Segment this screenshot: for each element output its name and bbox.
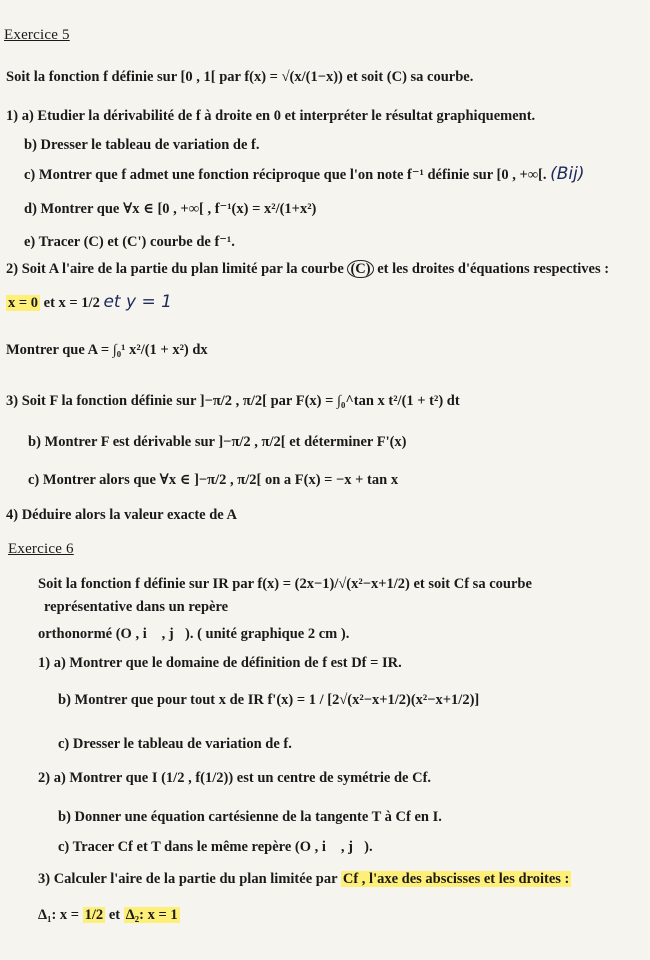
exercise-6-title: Exercice 6	[8, 541, 74, 557]
delta1-label: Δ₁: x =	[38, 907, 80, 923]
exercise-5-title: Exercice 5	[4, 27, 70, 43]
ex5-q4: 4) Déduire alors la valeur exacte de A	[6, 507, 238, 523]
ex5-q3b: b) Montrer F est dérivable sur ]−π/2 , π/2[ et déterminer F'(x)	[28, 434, 407, 450]
highlight-one-half: 1/2	[84, 907, 104, 923]
ex5-q2-text-b: et les droites d'équations respectives :	[377, 261, 610, 277]
ex6-q1a: 1) a) Montrer que le domaine de définition de f est Df = IR.	[38, 655, 402, 671]
ex6-q1b: b) Montrer que pour tout x de IR f'(x) = 1 / [2√(x²−x+1/2)(x²−x+1/2)]	[58, 692, 480, 708]
ex5-q3: 3) Soit F la fonction définie sur ]−π/2 , π/2[ par F(x) = ∫₀^tan x t²/(1 + t²) dt	[6, 393, 460, 409]
ex6-and: et	[108, 907, 121, 923]
ex6-q2b: b) Donner une équation cartésienne de la tangente T à Cf en I.	[58, 809, 442, 825]
ex6-statement-3: orthonormé (O , i⃗ , j⃗). ( unité graphique 2 cm ).	[38, 626, 350, 642]
handwritten-y1-note: et y = 1	[103, 292, 172, 312]
ex5-q2-lines	[6, 292, 172, 313]
ex6-statement-2: représentative dans un repère	[44, 599, 229, 615]
circled-curve-label: (C)	[347, 260, 373, 278]
ex5-q2-text-a: 2) Soit A l'aire de la partie du plan limité par la courbe	[6, 261, 344, 277]
ex5-integral-A: Montrer que A = ∫₀¹ x²/(1 + x²) dx	[6, 342, 208, 358]
ex6-statement: Soit la fonction f définie sur IR par f(x) = (2x−1)/√(x²−x+1/2) et soit Cf sa courbe	[38, 576, 532, 592]
ex5-q1a: 1) a) Etudier la dérivabilité de f à droite en 0 et interpréter le résultat graphiquement.	[6, 108, 536, 124]
ex6-q3	[38, 869, 571, 889]
ex5-q1c-text: c) Montrer que f admet une fonction réciproque que l'on note f⁻¹ définie sur [0 , +∞[.	[24, 167, 547, 183]
highlight-delta2: Δ₂: x = 1	[125, 907, 178, 923]
ex5-q2	[6, 259, 609, 279]
ex5-q1b: b) Dresser le tableau de variation de f.	[24, 137, 260, 153]
ex5-q1c	[24, 164, 585, 185]
ex6-q3-lines	[38, 905, 180, 925]
highlight-axis-text: Cf , l'axe des abscisses et les droites :	[342, 871, 570, 887]
ex6-q2a: 2) a) Montrer que I (1/2 , f(1/2)) est un centre de symétrie de Cf.	[38, 770, 432, 786]
handwritten-bij-note: (Bij)	[550, 164, 585, 184]
ex5-q1d: d) Montrer que ∀x ∈ [0 , +∞[ , f⁻¹(x) = x²/(1+x²)	[24, 201, 317, 217]
ex5-q2-line-x-half: et x = 1/2	[43, 295, 100, 311]
ex6-q3-text: 3) Calculer l'aire de la partie du plan limitée par	[38, 871, 338, 887]
ex5-q3c: c) Montrer alors que ∀x ∈ ]−π/2 , π/2[ on a F(x) = −x + tan x	[28, 472, 399, 488]
ex6-q1c: c) Dresser le tableau de variation de f.	[58, 736, 292, 752]
ex6-q2c: c) Tracer Cf et T dans le même repère (O , i⃗ , j⃗).	[58, 839, 373, 855]
ex5-q1e: e) Tracer (C) et (C') courbe de f⁻¹.	[24, 234, 235, 250]
ex5-statement: Soit la fonction f définie sur [0 , 1[ par f(x) = √(x/(1−x)) et soit (C) sa courbe.	[6, 69, 474, 85]
highlight-x0: x = 0	[8, 295, 39, 311]
